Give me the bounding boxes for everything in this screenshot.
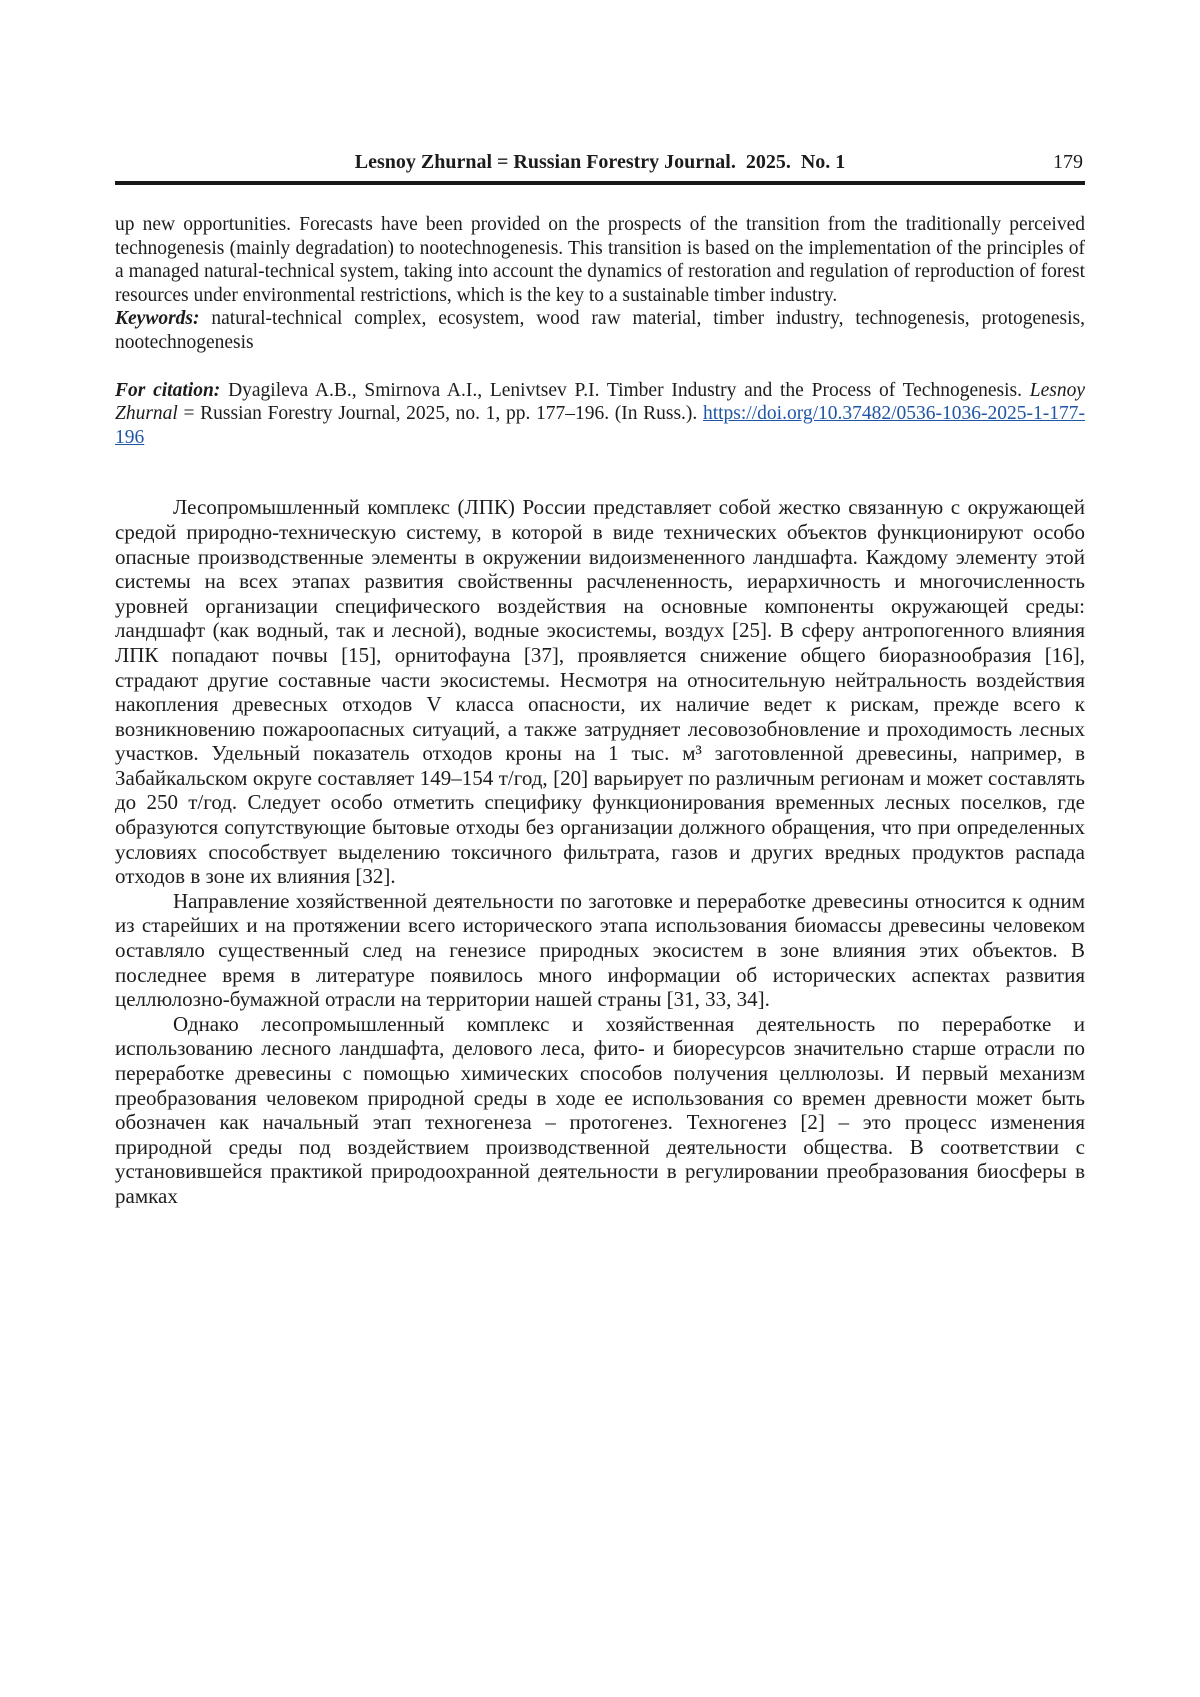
body-paragraph: Направление хозяйственной деятельности по заготовке и переработке древесины относится к одним из старейших и на протяжении всего исторического этапа использования биомассы древесины человеком оставляло существенный след на генезисе природных экосистем в зоне влияния этих объектов. В последнее время в литературе появилось много информации об исторических аспектах развития целлюлозно-бумажной отрасли на территории нашей страны [31, 33, 34].	[115, 888, 1085, 1012]
body-paragraph: Однако лесопромышленный комплекс и хозяйственная деятельность по переработке и использованию лесного ландшафта, делового леса, фито- и биоресурсов значительно старше отрасли по переработке древесины с помощью химических способов получения целлюлозы. И первый механизм преобразования человеком природной среды в ходе ее использования со времен древности может быть обозначен как начальный этап техногенеза – протогенез. Техногенез [2] – это процесс изменения природной среды под воздействием производственной деятельности общества. В соответствии с установившейся практикой природоохранной деятельности в регулировании преобразования биосферы в рамках	[115, 1011, 1085, 1208]
citation-block	[115, 379, 1085, 450]
page-header	[115, 150, 1085, 185]
abstract-block	[115, 213, 1085, 355]
keywords-line	[115, 307, 1085, 354]
keywords-text: natural-technical complex, ecosystem, wood raw material, timber industry, technogenesis, protogenesis, nootechnogenesis	[115, 308, 1086, 353]
article-body	[115, 495, 1085, 1208]
citation-authors-title: Dyagileva A.B., Smirnova A.I., Lenivtsev P.I. Timber Industry and the Process of Technogenesis.	[228, 379, 1022, 401]
page-number: 179	[1053, 151, 1083, 173]
keywords-label: Keywords:	[115, 308, 200, 330]
citation-journal-rest: = Russian Forestry Journal, 2025, no. 1, pp. 177–196. (In Russ.).	[183, 403, 698, 425]
header-rule	[115, 181, 1085, 185]
running-head-title: Lesnoy Zhurnal = Russian Forestry Journal. 2025. No. 1	[354, 151, 846, 173]
citation-line	[115, 379, 1085, 450]
abstract-text: up new opportunities. Forecasts have been provided on the prospects of the transition from the traditionally perceived technogenesis (mainly degradation) to nootechnogenesis. This transition is based on the implementation of the principles of a managed natural-technical system, taking into account the dynamics of restoration and regulation of reproduction of forest resources under environmental restrictions, which is the key to a sustainable timber industry.	[115, 214, 1085, 306]
citation-label: For citation:	[115, 379, 221, 401]
doi-link[interactable]: https://doi.org/10.37482/0536-1036-2025-1-177-196	[115, 403, 1086, 448]
body-paragraph: Лесопромышленный комплекс (ЛПК) России представляет собой жестко связанную с окружающей средой природно-техническую систему, в которой в виде технических объектов функционируют особо опасные производственные элементы в окружении видоизмененного ландшафта. Каждому элементу этой системы на всех этапах развития свойственны расчлененность, иерархичность и многочисленность уровней организации специфического воздействия на основные компоненты окружающей среды: ландшафт (как водный, так и лесной), водные экосистемы, воздух [25]. В сферу антропогенного влияния ЛПК попадают почвы [15], орнитофауна [37], проявляется снижение общего биоразнообразия [16], страдают другие составные части экосистемы. Несмотря на относительную нейтральность воздействия накопления древесных отходов V класса опасности, их наличие ведет к рискам, прежде всего к возникновению пожароопасных ситуаций, а также затрудняет лесовозобновление и проходимость лесных участков. Удельный показатель отходов кроны на 1 тыс. м³ заготовленной древесины, например, в Забайкальском округе составляет 149–154 т/год, [20] варьирует по различным регионам и может составлять до 250 т/год. Следует особо отметить специфику функционирования временных лесных поселков, где образуются сопутствующие бытовые отходы без организации должного обращения, что при определенных условиях способствует выделению токсичного фильтрата, газов и других вредных продуктов распада отходов в зоне их влияния [32].	[115, 495, 1085, 889]
running-head-line	[115, 150, 1085, 181]
citation-journal-name: Lesnoy Zhurnal	[115, 379, 1086, 425]
